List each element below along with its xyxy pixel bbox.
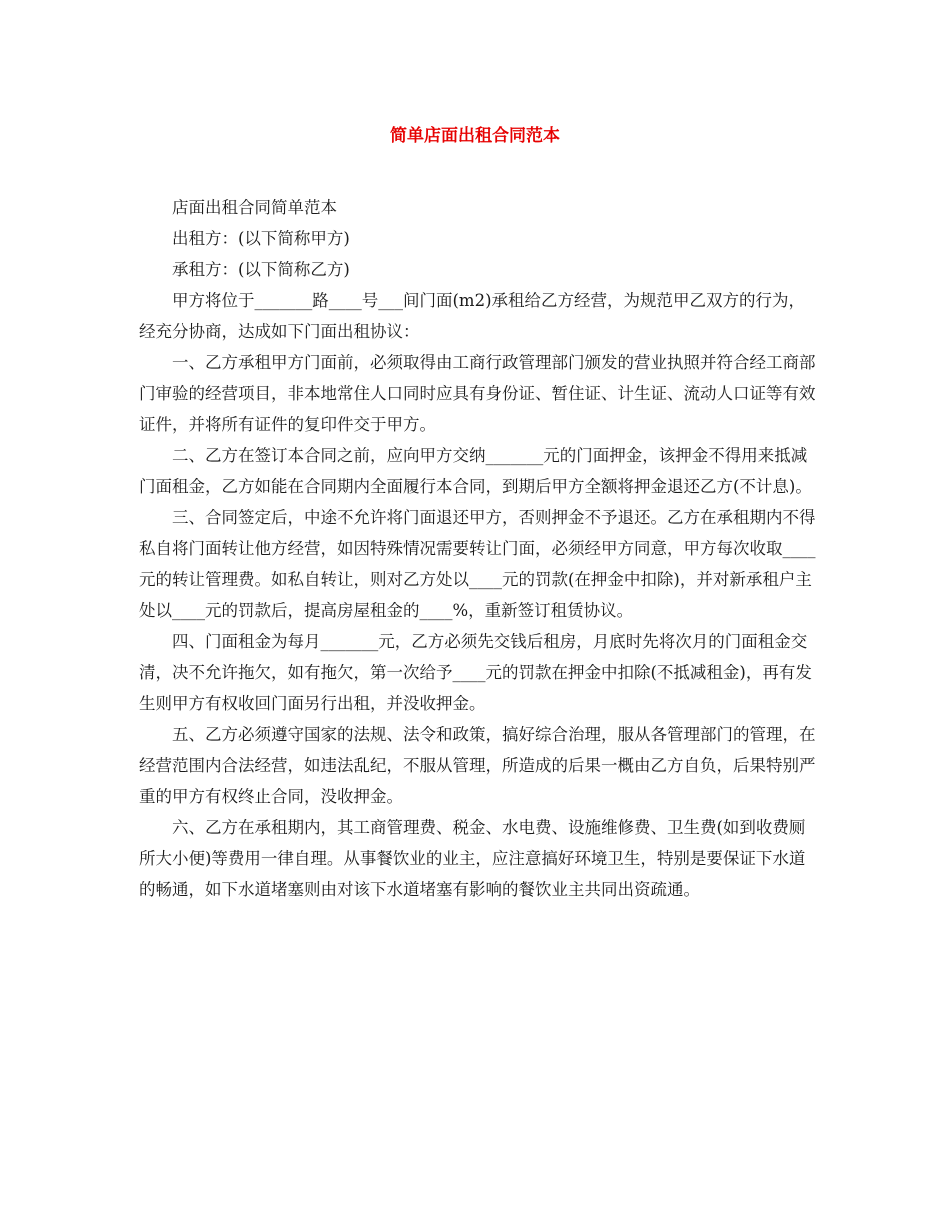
paragraph-lessee: 承租方：(以下简称乙方)	[172, 260, 350, 279]
paragraph-clause-6: 六、乙方在承租期内，其工商管理费、税金、水电费、设施维修费、卫生费(如到收费厕所大小便)等费用一律自理。从事餐饮业的业主，应注意搞好环境卫生，特别是要保证下水道的畅通，如下水道堵塞则由对该下水道堵塞有影响的餐饮业主共同出资疏通。	[139, 818, 806, 899]
paragraph-lessor: 出租方：(以下简称甲方)	[172, 229, 350, 248]
paragraph-intro: 甲方将位于_______路____号___间门面(m2)承租给乙方经营，为规范甲乙双方的行为，经充分协商，达成如下门面出租协议：	[139, 291, 806, 341]
paragraph-clause-4: 四、门面租金为每月_______元，乙方必须先交钱后租房，月底时先将次月的门面租金交清，决不允许拖欠，如有拖欠，第一次给予____元的罚款在押金中扣除(不抵减租金)，再有发生则甲方有权收回门面另行出租，并没收押金。	[139, 632, 812, 713]
document-body	[139, 192, 819, 905]
paragraph-subtitle: 店面出租合同简单范本	[172, 198, 337, 217]
paragraph-clause-3: 三、合同签定后，中途不允许将门面退还甲方，否则押金不予退还。乙方在承租期内不得私自将门面转让他方经营，如因特殊情况需要转让门面，必须经甲方同意，甲方每次收取____元的转让管理费。如私自转让，则对乙方处以____元的罚款(在押金中扣除)，并对新承租户主处以____元的罚款后，提高房屋租金的____%，重新签订租赁协议。	[139, 508, 816, 620]
document-title: 简单店面出租合同范本	[390, 126, 560, 146]
paragraph-clause-2: 二、乙方在签订本合同之前，应向甲方交纳_______元的门面押金，该押金不得用来抵减门面租金，乙方如能在合同期内全面履行本合同，到期后甲方全额将押金退还乙方(不计息)。	[139, 446, 812, 496]
paragraph-clause-5: 五、乙方必须遵守国家的法规、法令和政策，搞好综合治理，服从各管理部门的管理，在经营范围内合法经营，如违法乱纪，不服从管理，所造成的后果一概由乙方自负，后果特别严重的甲方有权终止合同，没收押金。	[139, 725, 816, 806]
paragraph-clause-1: 一、乙方承租甲方门面前，必须取得由工商行政管理部门颁发的营业执照并符合经工商部门审验的经营项目，非本地常住人口同时应具有身份证、暂住证、计生证、流动人口证等有效证件，并将所有证件的复印件交于甲方。	[139, 353, 816, 434]
